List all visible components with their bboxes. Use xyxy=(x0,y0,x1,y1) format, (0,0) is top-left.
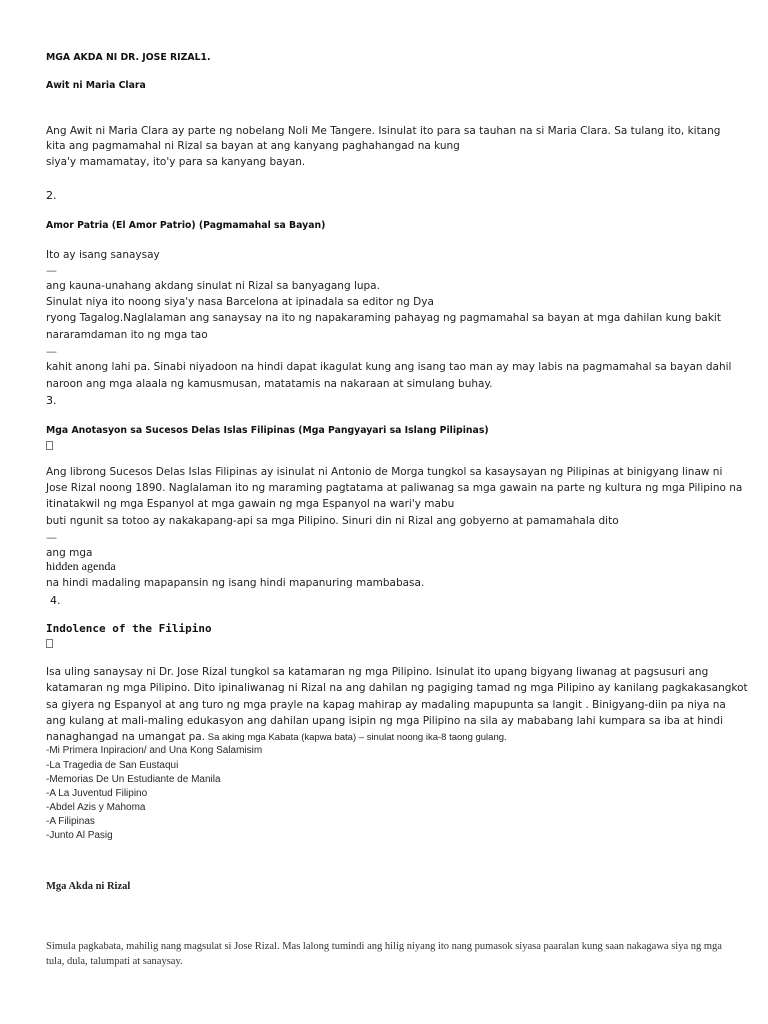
section-2-line-7: naroon ang mga alaala ng kamusmusan, matatamis na nakaraan at simulang buhay. xyxy=(46,378,493,390)
section-4-box xyxy=(46,638,53,653)
section-1-line-2: kita ang pagmamahal ni Rizal sa bayan at ang kanyang paghahangad na kung xyxy=(46,140,460,152)
section-2-line-3: Sinulat niya ito noong siya'y nasa Barcelona at ipinadala sa editor ng Dya xyxy=(46,296,434,308)
section-3-line-2: Jose Rizal noong 1890. Naglalaman ito ng maraming pagtatama at paliwanag sa mga gawain na parte ng kultura ng mga Pilipino na xyxy=(46,482,743,494)
document-title: MGA AKDA NI DR. JOSE RIZAL1. xyxy=(46,52,211,63)
list-item-3: -Memorias De Un Estudiante de Manila xyxy=(46,774,221,785)
placeholder-box-icon xyxy=(46,639,53,648)
list-item-5: -Abdel Azis y Mahoma xyxy=(46,802,146,813)
section-4-inline-note: Sa aking mga Kabata (kapwa bata) – sinulat noong ika-8 taong gulang. xyxy=(205,732,507,743)
section-3-line-6: na hindi madaling mapapansin ng isang hindi mapanuring mambabasa. xyxy=(46,577,425,589)
section-1-line-1: Ang Awit ni Maria Clara ay parte ng nobelang Noli Me Tangere. Isinulat ito para sa tauhan na si Maria Clara. Sa tulang ito, kitang xyxy=(46,125,721,137)
section-3-heading: Mga Anotasyon sa Sucesos Delas Islas Filipinas (Mga Pangyayari sa Islang Pilipinas) xyxy=(46,425,489,436)
list-item-4: -A La Juventud Filipino xyxy=(46,788,148,799)
section-3-box xyxy=(46,440,53,455)
section-4-number: 4. xyxy=(50,594,61,607)
section-2-line-5: nararamdaman ito ng mga tao xyxy=(46,329,208,341)
section-2-line-2: ang kauna-unahang akdang sinulat ni Rizal sa banyagang lupa. xyxy=(46,280,380,292)
list-item-7: -Junto Al Pasig xyxy=(46,830,113,841)
section-4-heading: Indolence of the Filipino xyxy=(46,622,212,635)
section-2-line-1: Ito ay isang sanaysay xyxy=(46,249,160,261)
section-4-line-5-text: nanaghangad na umangat pa. xyxy=(46,731,206,743)
list-item-6: -A Filipinas xyxy=(46,816,95,827)
section-4-line-3: sa giyera ng Espanyol at ang turo ng mga prayle na kapag mahirap ay madaling mapupunta sa langit . Binigyang-diin pa niya na xyxy=(46,699,726,711)
section-4-line-5 xyxy=(46,730,507,745)
section-3-line-4: buti ngunit sa totoo ay nakakapang-api sa mga Pilipino. Sinuri din ni Rizal ang gobyerno at pamamahala dito xyxy=(46,515,619,527)
section-3-number: 3. xyxy=(46,394,57,407)
section-4-line-4: ang kulang at mali-maling edukasyon ang dahilan upang isipin ng mga Pilipino na sila ay mababang lahi kumpara sa iba at hindi xyxy=(46,715,724,727)
section-3-line-5: ang mga xyxy=(46,547,93,559)
section-2-dash-2: — xyxy=(46,345,57,358)
list-item-2: -La Tragedia de San Eustaqui xyxy=(46,760,179,771)
section-4-line-1: Isa uling sanaysay ni Dr. Jose Rizal tungkol sa katamaran ng mga Pilipino. Isinulat ito upang bigyang liwanag at pagsusuri ang xyxy=(46,666,709,678)
placeholder-box-icon xyxy=(46,441,53,450)
section-4-line-2: katamaran ng mga Pilipino. Dito ipinaliwanag ni Rizal na ang dahilan ng pagiging tamad ng mga Pilipino ay kanilang pagkakasangkot xyxy=(46,682,748,694)
section-1-line-3: siya'y mamamatay, ito'y para sa kanyang bayan. xyxy=(46,156,306,168)
section-1-heading: Awit ni Maria Clara xyxy=(46,80,146,91)
section-3-hidden-agenda: hidden agenda xyxy=(46,559,116,573)
list-item-1: -Mi Primera Inpiracion/ and Una Kong Salamisim xyxy=(46,745,263,756)
section-3-dash: — xyxy=(46,531,57,544)
section-3-line-3: itinatakwil ng mga Espanyol at mga gawain ng mga Espanyol na wari'y mabu xyxy=(46,498,455,510)
section-2-line-4: ryong Tagalog.Naglalaman ang sanaysay na ito ng napakaraming pahayag ng pagmamahal sa bayan at mga dahilan kung bakit xyxy=(46,312,721,324)
section-5-heading: Mga Akda ni Rizal xyxy=(46,881,131,892)
section-5-body: Simula pagkabata, mahilig nang magsulat si Jose Rizal. Mas lalong tumindi ang hilig niyang ito nang pumasok siyasa paaralan kung saan nakagawa siya ng mga tula, dula, talumpati at sanaysay. xyxy=(46,941,722,967)
section-2-number: 2. xyxy=(46,189,57,202)
section-2-line-6: kahit anong lahi pa. Sinabi niyadoon na hindi dapat ikagulat kung ang isang tao man ay may labis na pagmamahal sa bayan dahil xyxy=(46,361,732,373)
section-2-dash-1: — xyxy=(46,264,57,277)
section-3-line-1: Ang librong Sucesos Delas Islas Filipinas ay isinulat ni Antonio de Morga tungkol sa kasaysayan ng Pilipinas at binigyang linaw ni xyxy=(46,466,723,478)
section-2-heading: Amor Patria (El Amor Patrio) (Pagmamahal sa Bayan) xyxy=(46,220,326,231)
